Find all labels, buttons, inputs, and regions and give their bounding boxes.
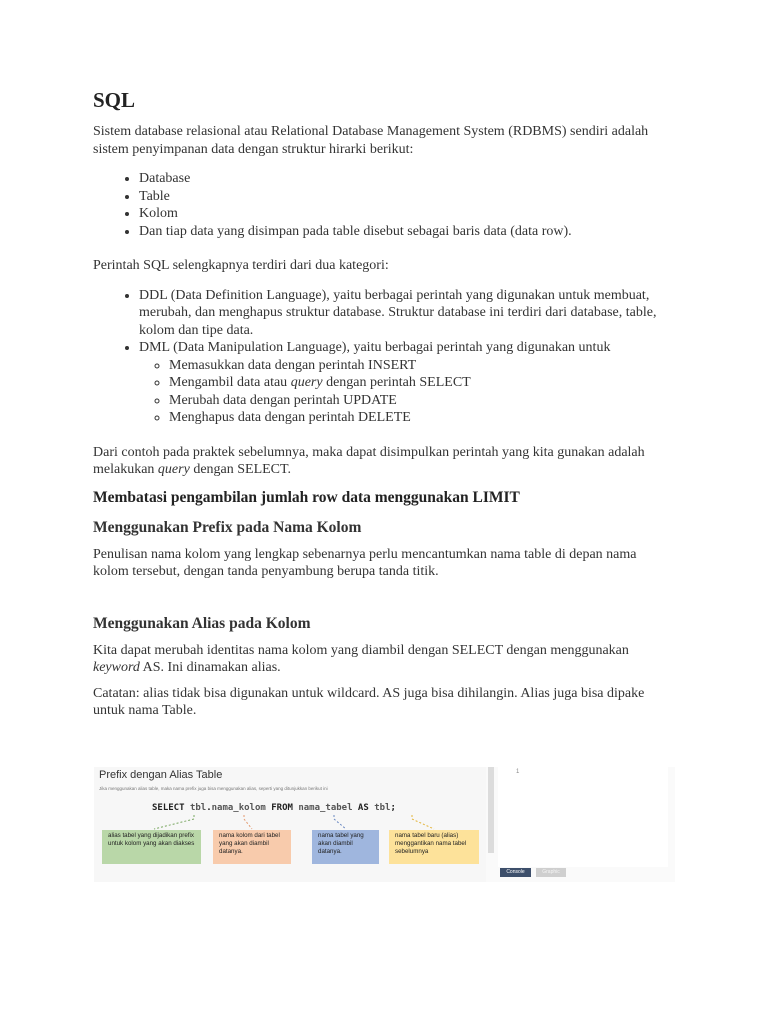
annotation-box-prefix: alias tabel yang dijadikan prefix untuk kolom yang akan diakses	[102, 830, 201, 864]
section-heading-alias: Menggunakan Alias pada Kolom	[93, 614, 311, 632]
annotation-box-alias: nama tabel baru (alias) menggantikan nama tabel sebelumnya	[389, 830, 479, 864]
slide-image	[94, 767, 486, 882]
section-heading-limit: Membatasi pengambilan jumlah row data menggunakan LIMIT	[93, 488, 520, 506]
intro-paragraph: Sistem database relasional atau Relational Database Management System (RDBMS) sendiri adalah sistem penyimpanan data dengan struktur hirarki berikut:	[93, 124, 649, 157]
dml-item	[139, 339, 673, 427]
list-item: • Dan tiap data yang disimpan pada table disebut sebagai baris data (data row).	[139, 223, 673, 241]
page-title: SQL	[93, 88, 136, 112]
ddl-item: • DDL (Data Definition Language), yaitu berbagai perintah yang digunakan untuk membuat, merubah, dan menghapus struktur database. Struktur database ini terdiri dari database, table, kolom dan tipe data.	[139, 287, 673, 340]
categories-intro: Perintah SQL selengkapnya terdiri dari dua kategori:	[93, 258, 389, 273]
hierarchy-list	[93, 170, 673, 240]
annotation-connectors	[94, 767, 486, 882]
prefix-paragraph: Penulisan nama kolom yang lengkap sebenarnya perlu mencantumkan nama table di depan nama kolom tersebut, dengan tanda penyambung berupa tanda titik.	[93, 546, 637, 579]
document-content	[93, 88, 673, 720]
list-item: • Table	[139, 188, 673, 206]
sublist-item-select: ◦ Mengambil data atau query dengan perintah SELECT	[169, 374, 673, 392]
sublist-item-update: ◦ Merubah data dengan perintah UPDATE	[169, 392, 673, 410]
section-heading-prefix: Menggunakan Prefix pada Nama Kolom	[93, 518, 362, 536]
sql-code: SELECT tbl.nama_kolom FROM nama_tabel AS tbl;	[152, 803, 396, 813]
sublist-item-insert: ◦ Memasukkan data dengan perintah INSERT	[169, 357, 673, 375]
list-item: • Kolom	[139, 205, 673, 223]
list-item: • Database	[139, 170, 673, 188]
categories-list	[93, 287, 673, 427]
note-paragraph: Catatan: alias tidak bisa digunakan untuk wildcard. AS juga bisa dihilangin. Alias juga bisa dipake untuk nama Table.	[93, 685, 645, 718]
code-editor[interactable]	[498, 767, 668, 867]
alias-paragraph: Kita dapat merubah identitas nama kolom yang diambil dengan SELECT dengan menggunakan keyword AS. Ini dinamakan alias.	[93, 642, 629, 675]
figure-title: Prefix dengan Alias Table	[99, 769, 223, 781]
annotation-box-column: nama kolom dari tabel yang akan diambil datanya.	[213, 830, 291, 864]
line-gutter	[488, 767, 494, 853]
sublist-item-delete: ◦ Menghapus data dengan perintah DELETE	[169, 409, 673, 427]
editor-panel	[486, 767, 675, 882]
graphic-tab-button[interactable]: Graphic	[536, 868, 566, 877]
console-tab-button[interactable]: Console	[500, 868, 531, 877]
annotation-box-table: nama tabel yang akan diambil datanya.	[312, 830, 379, 864]
conclusion-paragraph: Dari contoh pada praktek sebelumnya, maka dapat disimpulkan perintah yang kita gunakan adalah melakukan query dengan SELECT.	[93, 444, 645, 477]
figure-subtitle: Jika menggunakan alias table, maka nama prefix juga bisa menggunakan alias, seperti yang ditunjukkan berikut ini	[99, 786, 328, 791]
dml-sublist	[139, 357, 673, 427]
alias-table-figure	[94, 767, 675, 882]
dml-text: DML (Data Manipulation Language), yaitu berbagai perintah yang digunakan untuk	[139, 340, 611, 355]
editor-line-number: 1	[516, 769, 520, 775]
